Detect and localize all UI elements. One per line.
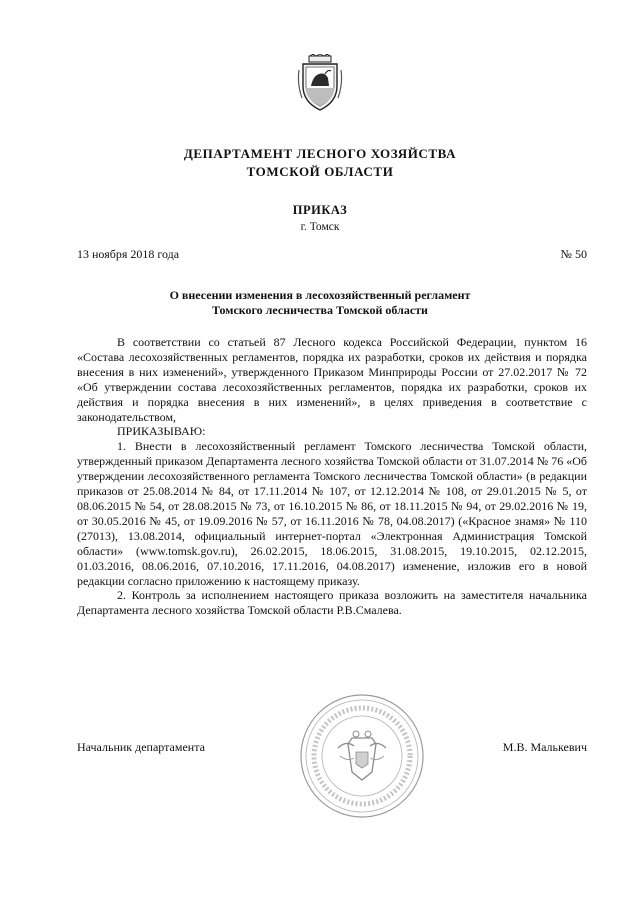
- order-item-1: 1. Внести в лесохозяйственный регламент Томского лесничества Томской области, утвержденный приказом Департамента лесного хозяйства Томской области от 31.07.2014 № 76 «Об утверждении лесохозяйственного регламента Томского лесничества Томской области» (в редакции приказов от 25.08.2014 № 84, от 17.11.2014 № 107, от 12.12.2014 № 108, от 29.01.2015 № 5, от 08.06.2015 № 54, от 28.08.2015 № 73, от 16.10.2015 № 86, от 18.11.2015 № 94, от 29.02.2016 № 19, от 30.05.2016 № 45, от 19.09.2016 № 57, от 16.11.2016 № 78, 04.08.2017) («Красное знамя» № 110 (27013), 13.08.2014, официальный интернет-портал «Электронная Администрация Томской области» (www.tomsk.gov.ru), 26.02.2015, 18.06.2015, 31.08.2015, 19.10.2015, 02.12.2015, 01.03.2016, 08.06.2016, 07.10.2016, 17.11.2016, 04.08.2017) изменение, изложив его в новой редакции согласно приложению к настоящему приказу.: [77, 439, 587, 588]
- order-subject-line2: Томского лесничества Томской области: [212, 303, 428, 317]
- coat-of-arms-icon: [297, 54, 343, 112]
- order-city: г. Томск: [300, 221, 340, 233]
- department-name-line1: ДЕПАРТАМЕНТ ЛЕСНОГО ХОЗЯЙСТВА: [183, 146, 457, 161]
- order-title: ПРИКАЗ: [292, 203, 348, 217]
- order-number: № 50: [560, 247, 587, 261]
- order-body: [77, 335, 587, 618]
- signer-position: Начальник департамента: [77, 740, 205, 754]
- order-subject-line1: О внесении изменения в лесохозяйственный регламент: [169, 288, 471, 302]
- official-seal-icon: [298, 692, 426, 820]
- preamble-paragraph: В соответствии со статьей 87 Лесного кодекса Российской Федерации, пунктом 16 «Состава лесохозяйственных регламентов, порядка их разработки, сроков их действия и порядка внесения в них изменений», утвержденного Приказом Минприроды России от 27.02.2017 № 72 «Об утверждении состава лесохозяйственных регламентов, порядка их разработки, сроков их действия и порядка внесения в них изменений», в целях приведения в соответствие с законодательством,: [77, 335, 587, 424]
- order-date: 13 ноября 2018 года: [77, 247, 180, 261]
- prikazyvayu-heading: ПРИКАЗЫВАЮ:: [117, 424, 206, 439]
- order-item-2: 2. Контроль за исполнением настоящего приказа возложить на заместителя начальника Департамента лесного хозяйства Томской области Р.В.Смалева.: [77, 588, 587, 618]
- signer-name: М.В. Малькевич: [502, 740, 587, 754]
- department-name-line2: ТОМСКОЙ ОБЛАСТИ: [246, 164, 394, 179]
